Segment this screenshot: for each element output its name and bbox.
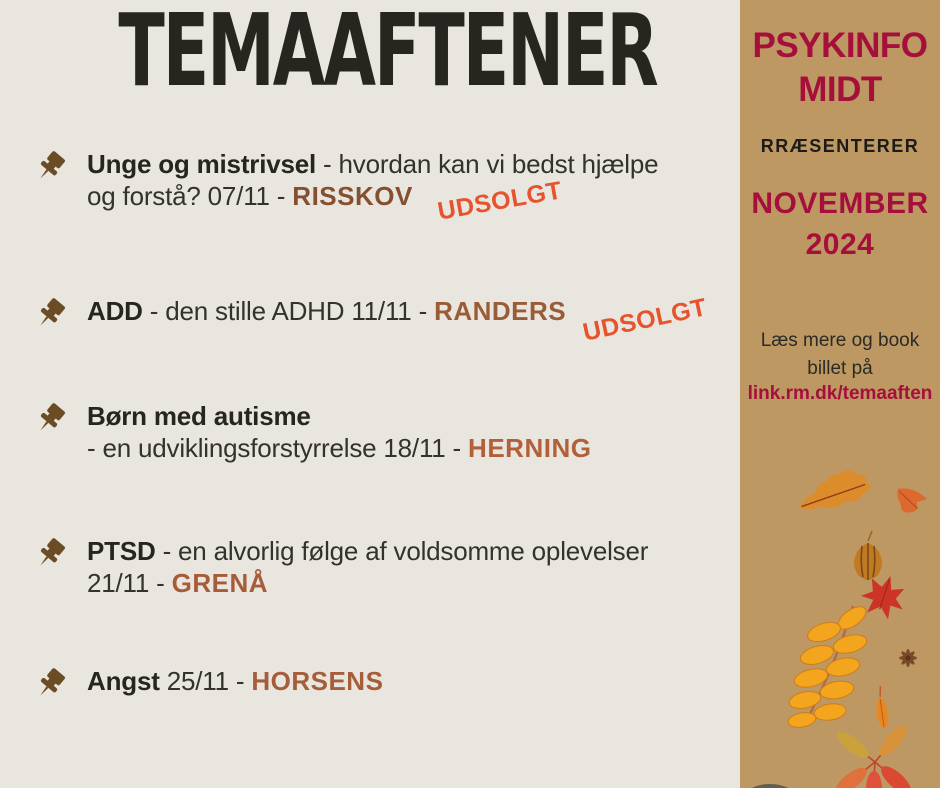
month-label [740, 183, 940, 265]
event-item-unge-og-mistrivsel [30, 148, 710, 226]
event-title: Børn med autisme [87, 401, 311, 431]
event-title: Unge og mistrivsel [87, 149, 317, 179]
rowan-leaf-icon [787, 602, 870, 729]
pushpin-icon [30, 664, 70, 709]
event-desc: og forstå? 07/11 - [87, 181, 293, 211]
oak-leaf-icon [794, 466, 873, 516]
event-location: HERNING [468, 433, 592, 463]
physalis-husk-icon [854, 531, 882, 580]
event-desc: 21/11 - [87, 568, 172, 598]
autumn-leaves-illustration [740, 460, 940, 788]
event-title: PTSD [87, 536, 156, 566]
brand-name [740, 24, 940, 112]
event-line [87, 148, 658, 180]
event-line [87, 567, 648, 599]
orange-leaflet-icon [873, 686, 890, 730]
event-line [87, 400, 591, 432]
month-line-2: 2024 [805, 228, 875, 262]
event-line [87, 176, 658, 226]
event-desc: 25/11 - [159, 666, 252, 696]
event-location: RISSKOV [292, 181, 413, 211]
event-title: Angst [87, 666, 160, 696]
pushpin-icon [30, 534, 70, 599]
poster-title: TEMAAFTENER [118, 0, 657, 109]
event-title: ADD [87, 296, 143, 326]
event-item-boern-med-autisme [30, 400, 710, 464]
event-location: GRENÅ [171, 568, 269, 598]
sidebar [740, 0, 940, 788]
event-location: RANDERS [434, 296, 567, 326]
pushpin-icon [30, 294, 70, 339]
event-desc: - den stille ADHD 11/11 - [142, 296, 435, 326]
event-item-ptsd [30, 535, 710, 599]
event-item-angst [30, 665, 710, 709]
small-red-leaf-icon [892, 486, 929, 518]
event-item-add [30, 293, 710, 347]
pushpin-icon [30, 399, 70, 464]
pushpin-icon [30, 147, 70, 213]
brand-line-2: MIDT [798, 70, 882, 110]
creeper-leaf-icon [831, 722, 915, 788]
cutoff-photo-fragment [742, 784, 798, 788]
star-anise-icon [899, 649, 917, 667]
event-desc: - hvordan kan vi bedst hjælpe [316, 149, 659, 179]
event-line [87, 665, 383, 697]
booking-link[interactable]: link.rm.dk/temaaften [747, 383, 933, 404]
brand-line-1: PSYKINFO [752, 26, 928, 65]
sold-out-badge: UDSOLGT [435, 176, 565, 226]
event-line [87, 535, 648, 567]
event-desc: - en alvorlig følge af voldsomme oplevelser [155, 536, 649, 566]
event-desc: - en udviklingsforstyrrelse 18/11 - [87, 433, 469, 463]
event-line [87, 432, 591, 464]
cta-line-1: Læs mere og book [760, 330, 920, 351]
sold-out-badge: UDSOLGT [580, 293, 710, 347]
event-line [87, 293, 710, 347]
month-line-1: NOVEMBER [751, 187, 929, 220]
cta-line-2: billet på [807, 358, 873, 379]
cta-text [740, 327, 940, 383]
presents-label: RRÆSENTERER [760, 136, 920, 156]
event-location: HORSENS [251, 666, 384, 696]
